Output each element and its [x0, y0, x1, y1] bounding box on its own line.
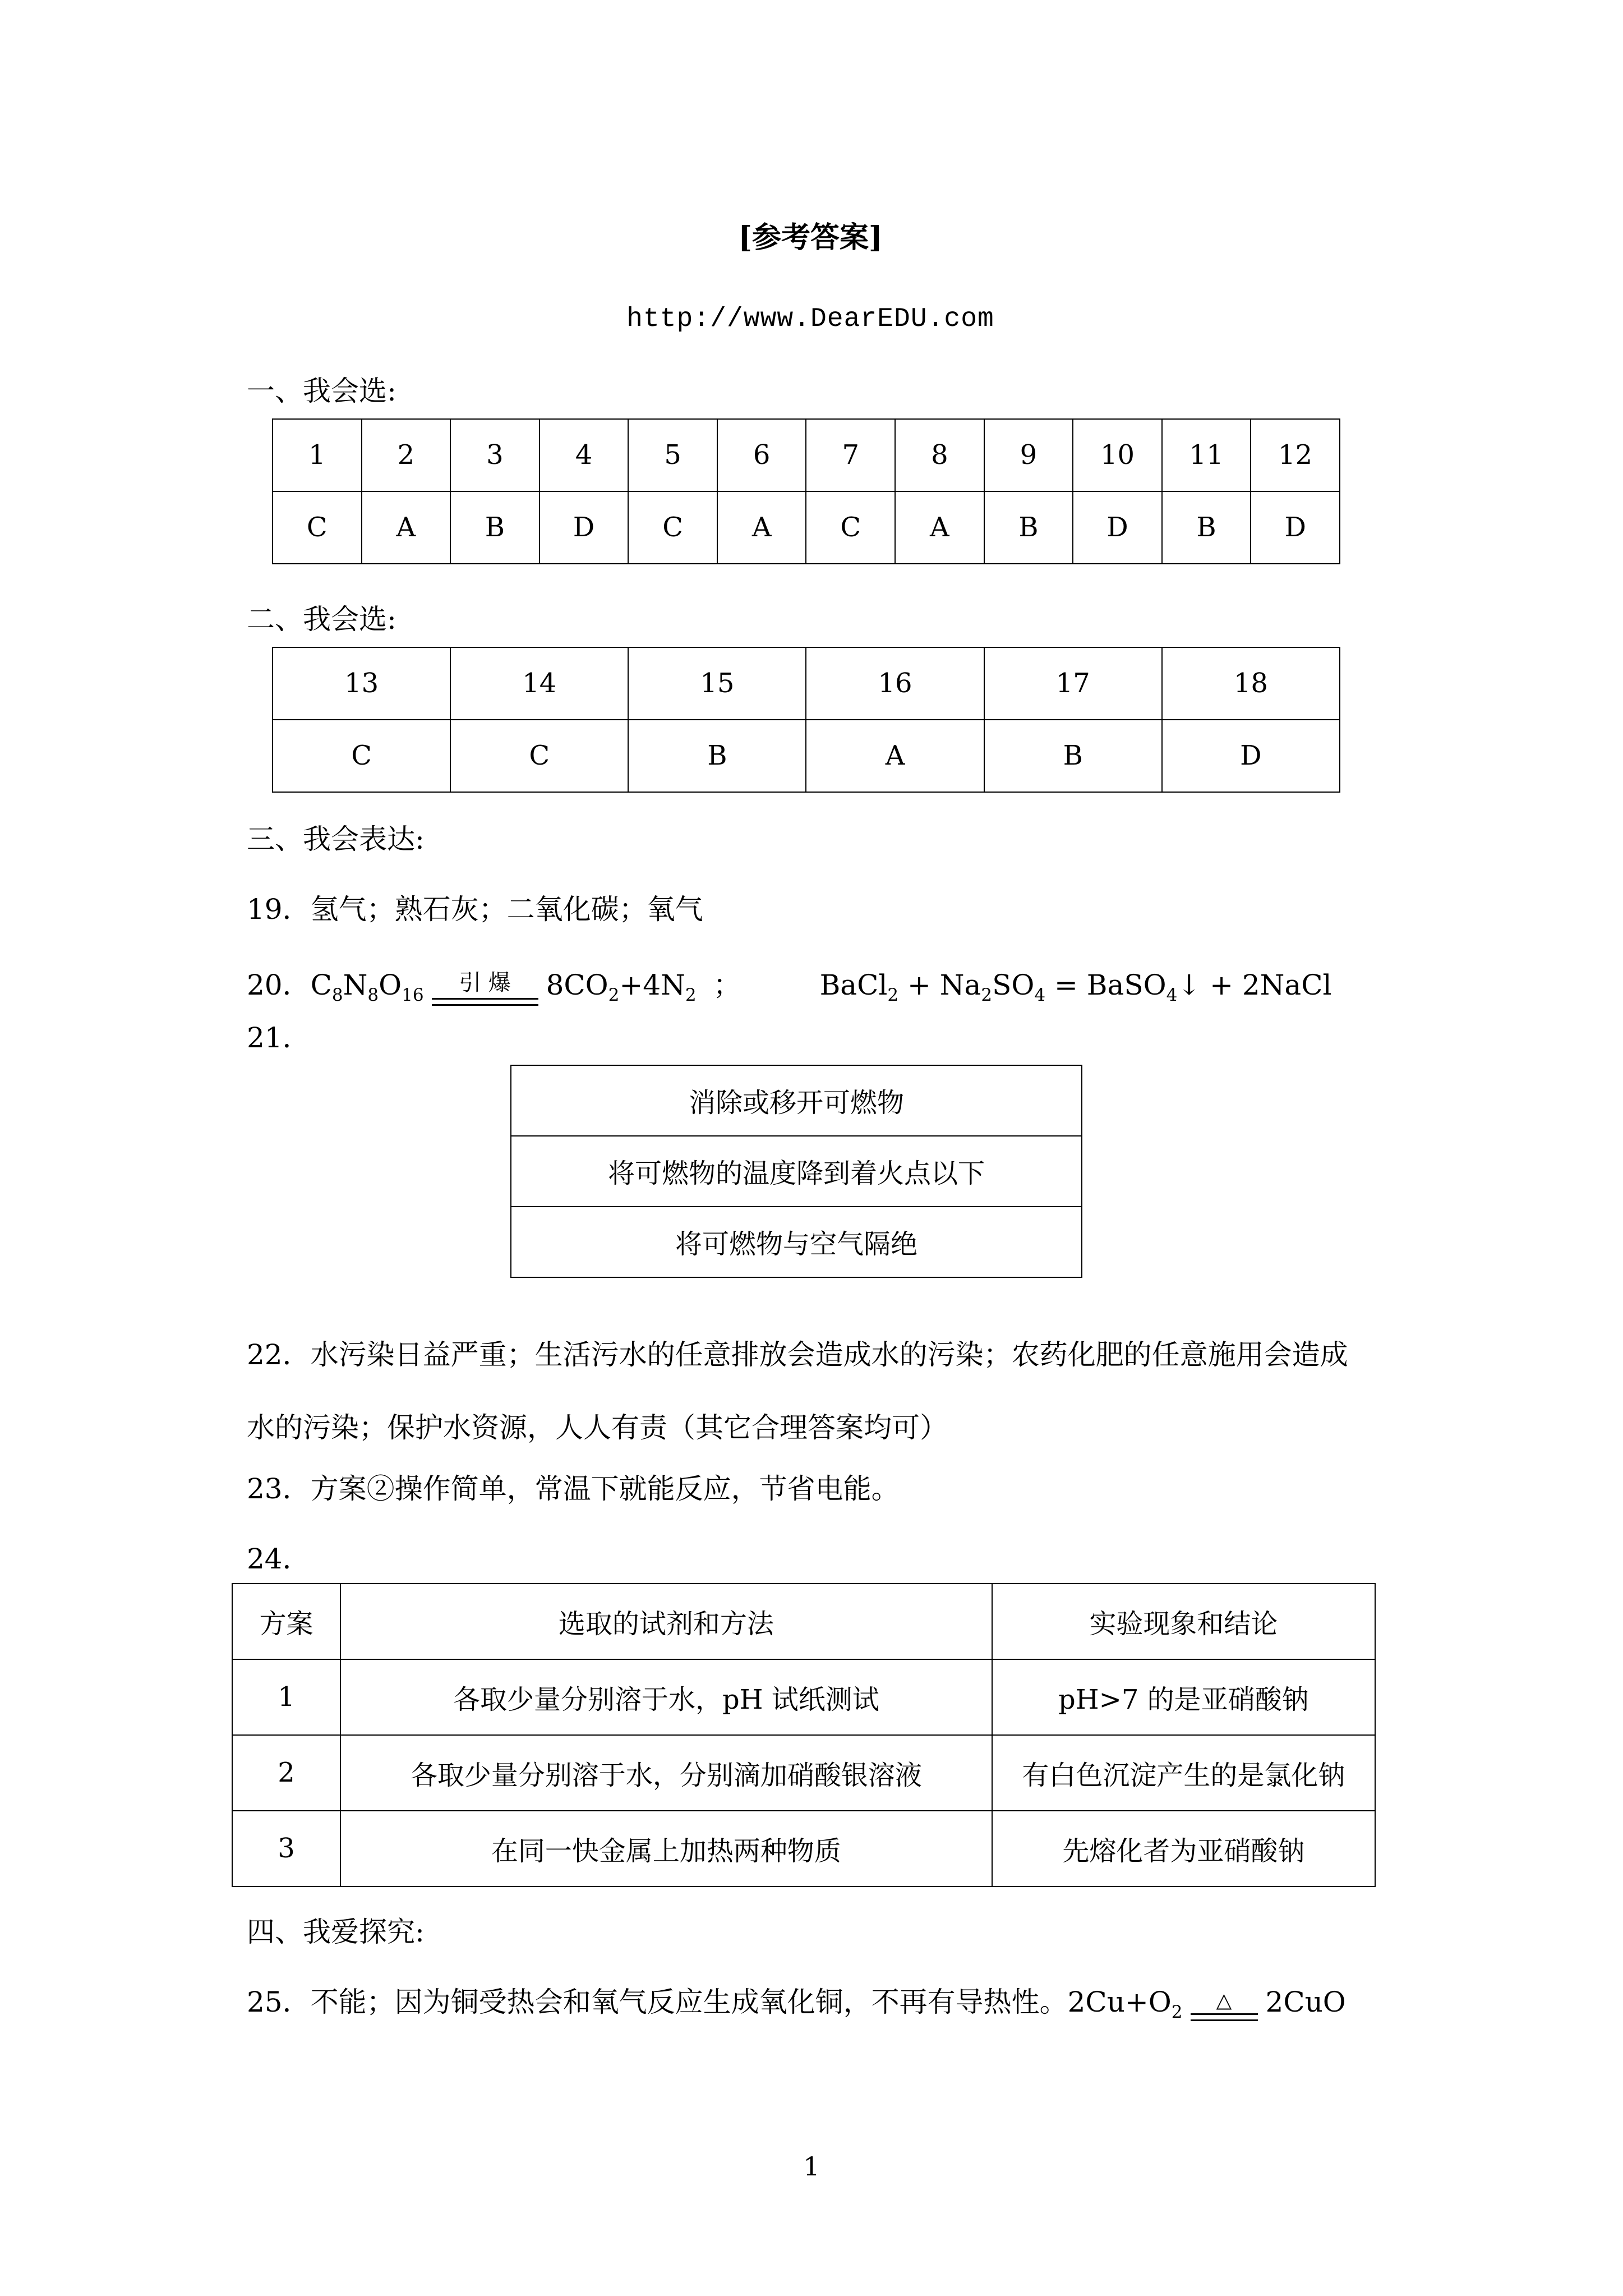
answer-21-box [510, 1065, 1082, 1278]
table-cell: A [895, 491, 984, 564]
table-cell: 1 [273, 419, 362, 491]
answer-24-table [232, 1583, 1376, 1887]
section-1-heading: 一、我会选: [247, 374, 396, 407]
table-cell: 1 [232, 1659, 340, 1735]
tok: O [379, 968, 402, 1001]
table-row [232, 1735, 1375, 1811]
tok: 2 [981, 984, 993, 1005]
reaction-condition [432, 970, 538, 1006]
answer-22: 22．水污染日益严重；生活污水的任意排放会造成水的污染；农药化肥的任意施用会造成水的污染；保护水资源，人人有责（其它合理答案均可） [247, 1338, 1348, 1444]
table-row-numbers [273, 647, 1340, 720]
table-cell: A [717, 491, 806, 564]
table-cell: 在同一快金属上加热两种物质 [340, 1811, 992, 1887]
table-cell: 16 [806, 647, 984, 720]
table-header-cell: 方案 [232, 1584, 340, 1659]
tok: = BaSO [1045, 968, 1166, 1001]
table-cell: D [1073, 491, 1162, 564]
tok: 2 [1171, 2001, 1183, 2022]
table-cell: 6 [717, 419, 806, 491]
table-row [511, 1065, 1082, 1136]
table-cell: 4 [540, 419, 629, 491]
chemical-formula-reactant [310, 968, 424, 1005]
table-cell: 各取少量分别溶于水，pH 试纸测试 [340, 1659, 992, 1735]
tok: 2 [887, 984, 899, 1005]
table-cell: 10 [1073, 419, 1162, 491]
chemical-formula-products [546, 968, 697, 1005]
tok: N [343, 968, 368, 1001]
table-cell: C [806, 491, 895, 564]
table-row-answers [273, 491, 1340, 564]
table-cell: D [1251, 491, 1340, 564]
reaction-equals-line [1191, 2013, 1258, 2021]
table-cell: 8 [895, 419, 984, 491]
tok: 16 [402, 984, 424, 1005]
table-cell: C [273, 491, 362, 564]
table-cell: 2 [362, 419, 451, 491]
reaction-condition [1191, 1989, 1258, 2021]
table-cell: 13 [273, 647, 450, 720]
table-cell: 11 [1162, 419, 1251, 491]
chemical-equation-2 [819, 968, 1332, 1005]
separator: ； [713, 968, 741, 1001]
table-row-answers [273, 720, 1340, 792]
answer-25 [247, 1984, 1374, 2021]
table-cell: 先熔化者为亚硝酸钠 [992, 1811, 1375, 1887]
source-url: http://www.DearEDU.com [626, 303, 994, 334]
table-cell: 消除或移开可燃物 [511, 1065, 1082, 1136]
tok: ↓ + 2NaCl [1177, 968, 1332, 1001]
condition-delta: △ [1216, 1989, 1232, 2012]
table-cell: C [628, 491, 717, 564]
table-row-numbers [273, 419, 1340, 491]
table-cell: 2 [232, 1735, 340, 1811]
table-cell: B [1162, 491, 1251, 564]
chemical-formula-reactant [1067, 1985, 1183, 2022]
table-cell: 将可燃物的温度降到着火点以下 [511, 1136, 1082, 1207]
table-cell: B [450, 491, 540, 564]
table-header-cell: 选取的试剂和方法 [340, 1584, 992, 1659]
table-cell: D [1162, 720, 1340, 792]
table-cell: B [628, 720, 806, 792]
table-cell: A [806, 720, 984, 792]
answer-25-text: 25．不能；因为铜受热会和氧气反应生成氧化铜，不再有导热性。 [247, 1985, 1068, 2018]
page-number: 1 [803, 2151, 820, 2182]
section-4-heading: 四、我爱探究: [247, 1915, 425, 1948]
tok: SO [992, 968, 1035, 1001]
answer-23: 23．方案②操作简单，常温下就能反应，节省电能。 [247, 1472, 900, 1505]
answer-20-label: 20． [247, 968, 311, 1001]
answer-21-label: 21． [247, 1021, 311, 1054]
tok: + Na [898, 968, 981, 1001]
table-cell: pH>7 的是亚硝酸钠 [992, 1659, 1375, 1735]
tok: 2 [608, 984, 620, 1005]
answer-19: 19．氢气；熟石灰；二氧化碳；氧气 [247, 892, 703, 926]
table-cell: 5 [628, 419, 717, 491]
chemical-formula-product: 2CuO [1265, 1985, 1346, 2018]
tok: 4 [1034, 984, 1046, 1005]
tok: 4 [1166, 984, 1178, 1005]
document-title: [参考答案] [738, 220, 883, 255]
table-cell: 3 [450, 419, 540, 491]
table-cell: B [984, 720, 1162, 792]
tok: 8 [367, 984, 379, 1005]
table-cell: 15 [628, 647, 806, 720]
table-cell: B [984, 491, 1073, 564]
table-cell: 3 [232, 1811, 340, 1887]
table-cell: C [273, 720, 450, 792]
section-2-heading: 二、我会选: [247, 602, 396, 636]
table-cell: 18 [1162, 647, 1340, 720]
tok: 8CO [546, 968, 608, 1001]
reaction-equals-line [432, 998, 538, 1006]
table-cell: A [362, 491, 451, 564]
section-3-heading: 三、我会表达: [247, 822, 425, 855]
tok: BaCl [819, 968, 888, 1001]
table-cell: C [450, 720, 628, 792]
table-cell: D [540, 491, 629, 564]
tok: 2Cu+O [1067, 1985, 1172, 2018]
table-cell: 12 [1251, 419, 1340, 491]
answer-table-13-18 [272, 647, 1340, 793]
table-header-row [232, 1584, 1375, 1659]
table-cell: 有白色沉淀产生的是氯化钠 [992, 1735, 1375, 1811]
tok: C [310, 968, 332, 1001]
table-row [511, 1136, 1082, 1207]
answer-20 [247, 967, 1374, 1006]
tok: +4N [619, 968, 685, 1001]
table-cell: 7 [806, 419, 895, 491]
table-cell: 17 [984, 647, 1162, 720]
answer-24-label: 24． [247, 1542, 311, 1575]
table-row [232, 1659, 1375, 1735]
tok: 8 [331, 984, 343, 1005]
table-cell: 9 [984, 419, 1073, 491]
answer-table-1-12 [272, 418, 1340, 564]
table-row [232, 1811, 1375, 1887]
table-header-cell: 实验现象和结论 [992, 1584, 1375, 1659]
table-cell: 14 [450, 647, 628, 720]
table-cell: 将可燃物与空气隔绝 [511, 1207, 1082, 1277]
tok: 2 [685, 984, 697, 1005]
table-cell: 各取少量分别溶于水，分别滴加硝酸银溶液 [340, 1735, 992, 1811]
table-row [511, 1207, 1082, 1277]
condition-text: 引 爆 [459, 969, 511, 996]
